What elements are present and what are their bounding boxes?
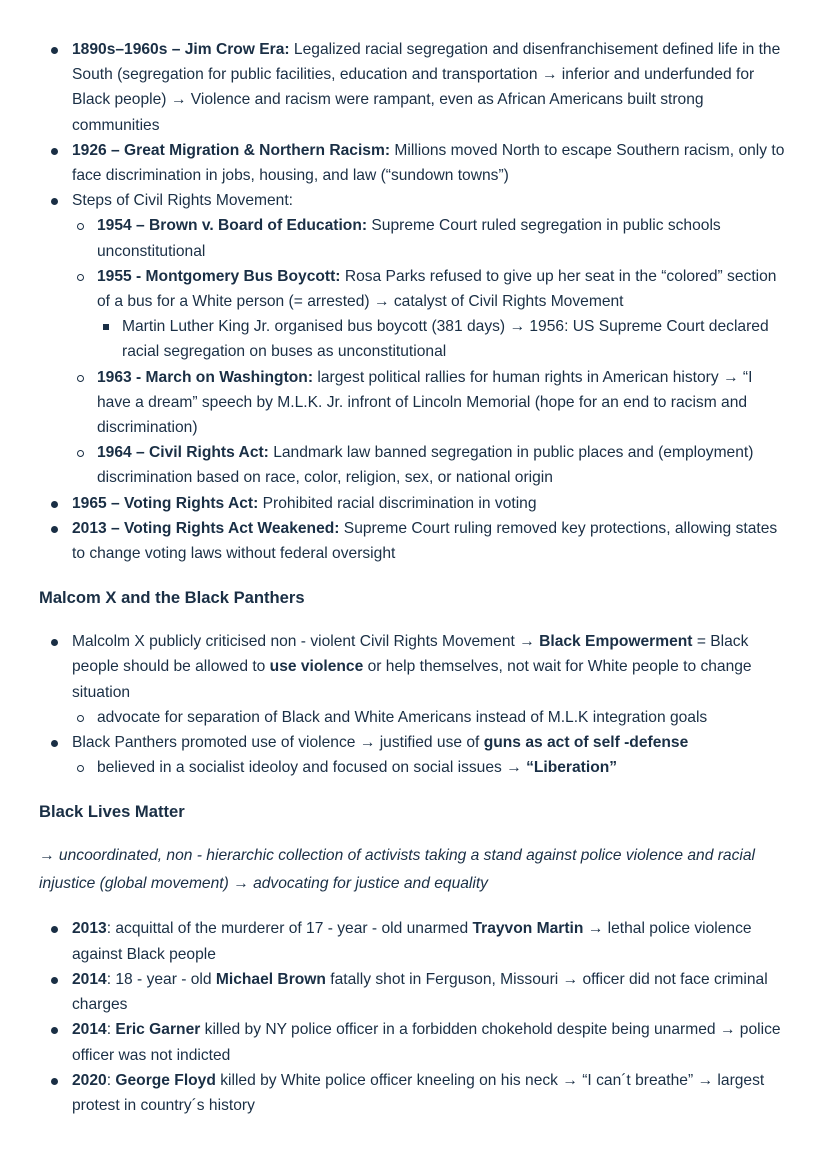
list-item-civil-rights-act: 1964 – Civil Rights Act: Landmark law banned segregation in public places and (employment) discrimination based on race, color, religion, sex, or national origin — [72, 440, 788, 490]
list-item-civil-rights-steps: Steps of Civil Rights Movement: 1954 – Brown v. Board of Education: Supreme Court ruled segregation in public schools unconstitutional 1955 - Montgomery Bus Boycott: Rosa Parks refused to give up her seat in the “colored” section of a bus for a White person (= arrested) → catalyst of Civil Rights Movement Martin Luther King Jr. organised bus boycott (381 days) → 1956: US Supreme Court declared racial segregation on buses as unconstitutional 1963 - March on Washington: largest political rallies for human rights in American history → “I have a dream” speech by M.L.K. Jr. infront of Lincoln Memorial (hope for an end to racism and discrimination) 1964 – Civil Rights Act: Landmark law banned segregation in public places and (employment) discrimination based on race, color, religion, sex, or national origin — [39, 188, 788, 490]
section-heading-black-lives-matter: Black Lives Matter — [39, 802, 185, 822]
timeline-list — [39, 37, 788, 566]
section-heading-malcolm-x: Malcom X and the Black Panthers — [39, 588, 305, 608]
list-item-socialist-ideology: believed in a socialist ideoloy and focused on social issues → “Liberation” — [72, 755, 788, 780]
list-item-black-panthers: Black Panthers promoted use of violence → justified use of guns as act of self -defense believed in a socialist ideoloy and focused on social issues → “Liberation” — [39, 730, 788, 780]
list-item-bus-boycott: 1955 - Montgomery Bus Boycott: Rosa Parks refused to give up her seat in the “colored” section of a bus for a White person (= arrested) → catalyst of Civil Rights Movement Martin Luther King Jr. organised bus boycott (381 days) → 1956: US Supreme Court declared racial segregation on buses as unconstitutional — [72, 264, 788, 365]
list-item-jim-crow: 1890s–1960s – Jim Crow Era: Legalized racial segregation and disenfranchisement defined life in the South (segregation for public facilities, education and transportation → inferior and underfunded for Black people) → Violence and racism were rampant, even as African Americans built strong communities — [39, 37, 788, 138]
list-item-separation: advocate for separation of Black and White Americans instead of M.L.K integration goals — [72, 705, 788, 730]
list-item-trayvon-martin: 2013: acquittal of the murderer of 17 - year - old unarmed Trayvon Martin → lethal police violence against Black people — [39, 916, 788, 966]
list-item-malcolm-x: Malcolm X publicly criticised non - violent Civil Rights Movement → Black Empowerment = Black people should be allowed to use violence or help themselves, not wait for White people to change situation advocate for separation of Black and White Americans instead of M.L.K integration goals — [39, 629, 788, 730]
blm-intro: → uncoordinated, non - hierarchic collection of activists taking a stand against police violence and racial injustice (global movement) → advocating for justice and equality — [39, 847, 755, 893]
blm-list — [39, 916, 788, 1118]
list-item-voting-rights-weakened: 2013 – Voting Rights Act Weakened: Supreme Court ruling removed key protections, allowing states to change voting laws without federal oversight — [39, 516, 788, 566]
civil-rights-steps-list — [72, 213, 788, 490]
list-item-eric-garner: 2014: Eric Garner killed by NY police officer in a forbidden chokehold despite being unarmed → police officer was not indicted — [39, 1017, 788, 1067]
list-item-great-migration: 1926 – Great Migration & Northern Racism: Millions moved North to escape Southern racism, only to face discrimination in jobs, housing, and law (“sundown towns”) — [39, 138, 788, 188]
list-item-voting-rights-act: 1965 – Voting Rights Act: Prohibited racial discrimination in voting — [39, 491, 788, 516]
malcolm-sublist — [72, 705, 788, 730]
list-item-march-on-washington: 1963 - March on Washington: largest political rallies for human rights in American history → “I have a dream” speech by M.L.K. Jr. infront of Lincoln Memorial (hope for an end to racism and discrimination) — [72, 365, 788, 441]
list-item-brown-v-board: 1954 – Brown v. Board of Education: Supreme Court ruled segregation in public schools unconstitutional — [72, 213, 788, 263]
list-item-mlk-boycott: Martin Luther King Jr. organised bus boycott (381 days) → 1956: US Supreme Court declared racial segregation on buses as unconstitutional — [97, 314, 788, 364]
list-item-george-floyd: 2020: George Floyd killed by White police officer kneeling on his neck → “I can´t breathe” → largest protest in country´s history — [39, 1068, 788, 1118]
bus-boycott-sublist — [97, 314, 788, 364]
malcolm-list — [39, 629, 788, 780]
black-panthers-sublist — [72, 755, 788, 780]
list-item-michael-brown: 2014: 18 - year - old Michael Brown fatally shot in Ferguson, Missouri → officer did not face criminal charges — [39, 967, 788, 1017]
